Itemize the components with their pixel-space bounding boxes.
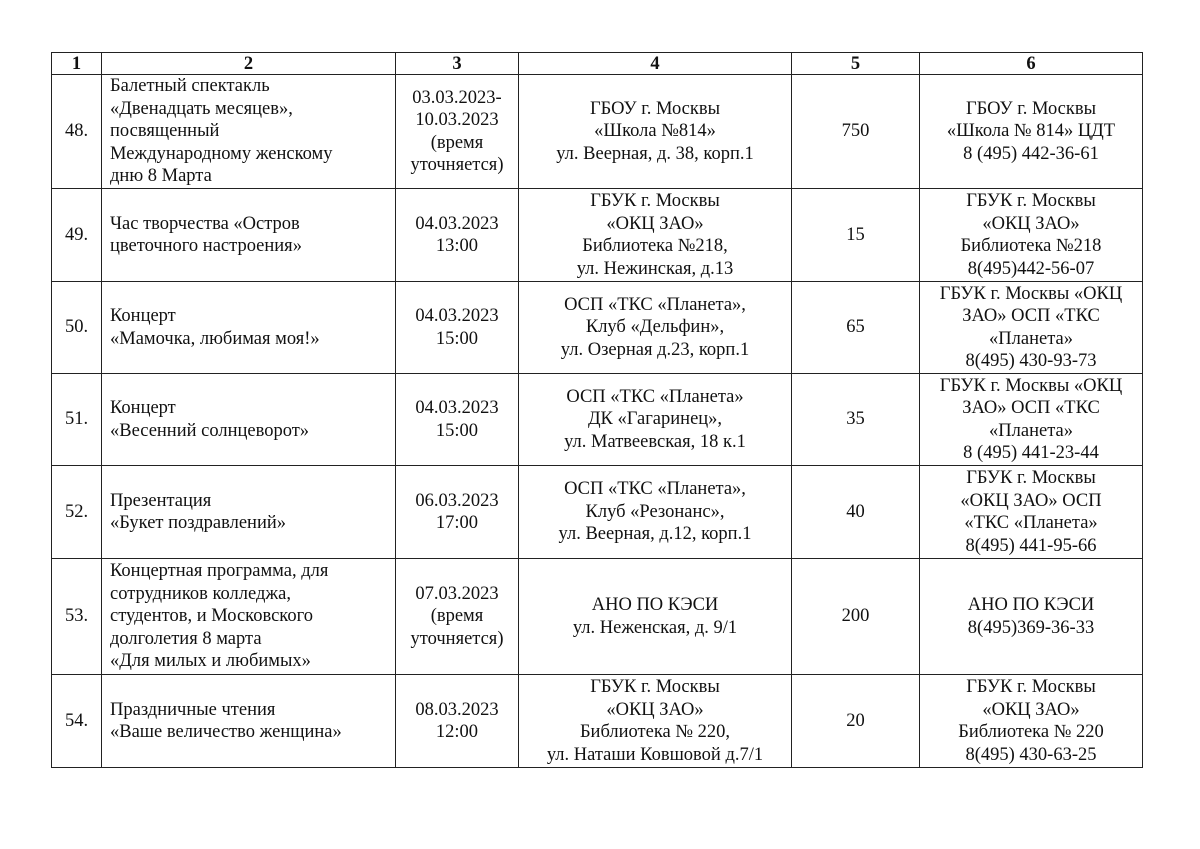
event-place-line: ул. Озерная д.23, корп.1 [560, 339, 750, 360]
event-place-cell [519, 559, 792, 675]
event-place-line: ОСП «ТКС «Планета» [566, 386, 744, 407]
header-cell-1: 1 [52, 53, 102, 75]
row-number: 53. [52, 559, 102, 675]
event-name-line: Концертная программа, для [110, 561, 329, 582]
table-row [52, 75, 1143, 189]
event-date-line: 17:00 [435, 513, 479, 533]
event-place-line: Библиотека № 220, [579, 722, 731, 742]
organizer-line: 8(495) 430-93-73 [965, 351, 1097, 371]
event-place-line: ул. Веерная, д.12, корп.1 [558, 524, 752, 545]
event-place-line: Клуб «Дельфин», [585, 317, 725, 338]
organizer-line: ЗАО» ОСП «ТКС [962, 398, 1100, 418]
organizer-line: «ТКС «Планета» [964, 513, 1098, 533]
event-place-line: Библиотека №218, [582, 236, 728, 256]
event-date-line: 04.03.2023 [415, 398, 499, 418]
organizer-cell [920, 282, 1143, 374]
header-cell-2: 2 [102, 53, 396, 75]
row-number: 51. [52, 374, 102, 466]
organizer-line: ГБОУ г. Москвы [965, 98, 1097, 119]
event-name-line: «Букет поздравлений» [110, 513, 286, 533]
event-place-cell [519, 374, 792, 466]
organizer-cell [920, 374, 1143, 466]
event-place-line: ул. Наташи Ковшовой д.7/1 [546, 744, 764, 765]
event-date-line: 15:00 [435, 328, 479, 349]
event-place-line: ОСП «ТКС «Планета», [564, 294, 746, 315]
event-date-line: уточняется) [410, 628, 504, 649]
event-place-cell [519, 282, 792, 374]
organizer-line: Библиотека № 220 [958, 722, 1104, 742]
event-name-line: «Весенний солнцеворот» [110, 420, 310, 441]
event-date-line: уточняется) [410, 155, 504, 175]
event-date-line: (время [430, 606, 484, 627]
event-date-line: 06.03.2023 [415, 490, 499, 511]
event-date-line: 10.03.2023 [415, 110, 499, 130]
event-place-line: ГБУК г. Москвы [590, 677, 720, 697]
event-place-line: ОСП «ТКС «Планета», [564, 479, 746, 500]
participant-count: 20 [792, 675, 920, 768]
organizer-line: ГБУК г. Москвы «ОКЦ [939, 375, 1123, 396]
event-date-line: 15:00 [435, 420, 479, 441]
organizer-line: Библиотека №218 [960, 236, 1102, 256]
organizer-line: 8(495) 430-63-25 [965, 744, 1097, 765]
event-place-line: ДК «Гагаринец», [587, 409, 723, 430]
organizer-line: АНО ПО КЭСИ [967, 595, 1095, 615]
header-cell-5: 5 [792, 53, 920, 75]
event-name-cell [102, 675, 396, 768]
organizer-line: ГБУК г. Москвы [966, 191, 1096, 211]
organizer-cell [920, 75, 1143, 189]
event-place-line: ул. Нежинская, д.13 [576, 258, 734, 279]
organizer-line: ГБУК г. Москвы [966, 468, 1096, 488]
organizer-line: 8(495)442-56-07 [967, 258, 1095, 279]
table-row [52, 466, 1143, 559]
organizer-line: «Планета» [989, 328, 1073, 349]
row-number: 52. [52, 466, 102, 559]
participant-count: 750 [792, 75, 920, 189]
table-row [52, 374, 1143, 466]
event-place-line: «ОКЦ ЗАО» [606, 699, 704, 720]
organizer-line: 8 (495) 441-23-44 [963, 443, 1099, 463]
organizer-line: «Школа № 814» ЦДТ [946, 121, 1116, 142]
participant-count: 15 [792, 189, 920, 282]
event-name-line: «Для милых и любимых» [110, 651, 311, 672]
event-name-cell [102, 466, 396, 559]
organizer-line: «ОКЦ ЗАО» ОСП [960, 490, 1102, 511]
organizer-line: 8(495) 441-95-66 [965, 535, 1097, 556]
table-row [52, 189, 1143, 282]
organizer-line: ГБУК г. Москвы «ОКЦ [939, 283, 1123, 304]
organizer-cell [920, 675, 1143, 768]
organizer-cell [920, 559, 1143, 675]
organizer-line: «ОКЦ ЗАО» [982, 699, 1080, 720]
event-name-line: долголетия 8 марта [110, 628, 262, 649]
event-name-line: сотрудников колледжа, [110, 583, 292, 604]
event-name-line: посвященный [110, 121, 220, 142]
participant-count: 65 [792, 282, 920, 374]
event-place-cell [519, 75, 792, 189]
organizer-line: «Планета» [989, 420, 1073, 441]
event-place-cell [519, 189, 792, 282]
event-date-line: 04.03.2023 [415, 306, 499, 326]
event-date-line: 04.03.2023 [415, 213, 499, 234]
event-name-line: Презентация [110, 490, 212, 511]
row-number: 54. [52, 675, 102, 768]
event-name-line: Концерт [110, 306, 176, 326]
table-row [52, 559, 1143, 675]
event-name-cell [102, 559, 396, 675]
organizer-line: ГБУК г. Москвы [966, 677, 1096, 697]
table-row [52, 282, 1143, 374]
event-date-cell [396, 374, 519, 466]
event-date-cell [396, 675, 519, 768]
event-name-line: «Ваше величество женщина» [110, 722, 342, 742]
header-cell-6: 6 [920, 53, 1143, 75]
event-name-line: цветочного настроения» [110, 236, 302, 256]
participant-count: 35 [792, 374, 920, 466]
row-number: 49. [52, 189, 102, 282]
event-name-line: Концерт [110, 398, 176, 418]
event-place-line: ул. Веерная, д. 38, корп.1 [556, 143, 754, 164]
organizer-line: 8(495)369-36-33 [967, 617, 1095, 638]
event-place-line: «Школа №814» [594, 121, 716, 142]
event-date-line: 13:00 [435, 236, 479, 256]
event-date-line: 07.03.2023 [415, 583, 499, 604]
event-name-line: Балетный спектакль [110, 76, 270, 97]
event-place-line: ГБУК г. Москвы [590, 191, 720, 211]
event-date-cell [396, 189, 519, 282]
organizer-cell [920, 466, 1143, 559]
header-row [52, 53, 1143, 75]
participant-count: 40 [792, 466, 920, 559]
event-place-line: Клуб «Резонанс», [585, 501, 725, 522]
events-table [51, 52, 1143, 768]
event-date-cell [396, 559, 519, 675]
event-date-line: 12:00 [435, 722, 479, 742]
event-name-line: Час творчества «Остров [110, 213, 300, 234]
event-name-line: дню 8 Марта [110, 166, 212, 187]
participant-count: 200 [792, 559, 920, 675]
organizer-line: ЗАО» ОСП «ТКС [962, 306, 1100, 326]
event-place-cell [519, 675, 792, 768]
event-name-cell [102, 75, 396, 189]
event-place-line: «ОКЦ ЗАО» [606, 213, 704, 234]
event-place-line: АНО ПО КЭСИ [591, 595, 719, 615]
event-place-line: ул. Неженская, д. 9/1 [572, 617, 738, 638]
row-number: 48. [52, 75, 102, 189]
event-name-cell [102, 374, 396, 466]
event-name-cell [102, 282, 396, 374]
event-place-cell [519, 466, 792, 559]
event-name-line: «Мамочка, любимая моя!» [110, 328, 320, 349]
organizer-line: 8 (495) 442-36-61 [963, 143, 1099, 164]
event-name-line: Праздничные чтения [110, 699, 276, 720]
event-date-cell [396, 282, 519, 374]
event-place-line: ГБОУ г. Москвы [589, 98, 721, 119]
event-name-cell [102, 189, 396, 282]
header-cell-3: 3 [396, 53, 519, 75]
organizer-cell [920, 189, 1143, 282]
header-cell-4: 4 [519, 53, 792, 75]
event-name-line: Международному женскому [110, 143, 333, 164]
event-name-line: студентов, и Московского [110, 606, 313, 627]
row-number: 50. [52, 282, 102, 374]
event-date-line: 08.03.2023 [415, 699, 499, 720]
event-place-line: ул. Матвеевская, 18 к.1 [564, 431, 746, 452]
event-date-cell [396, 466, 519, 559]
event-name-line: «Двенадцать месяцев», [110, 98, 293, 119]
event-date-line: (время [430, 132, 484, 153]
table-row [52, 675, 1143, 768]
event-date-line: 03.03.2023- [412, 87, 502, 108]
event-date-cell [396, 75, 519, 189]
organizer-line: «ОКЦ ЗАО» [982, 213, 1080, 234]
